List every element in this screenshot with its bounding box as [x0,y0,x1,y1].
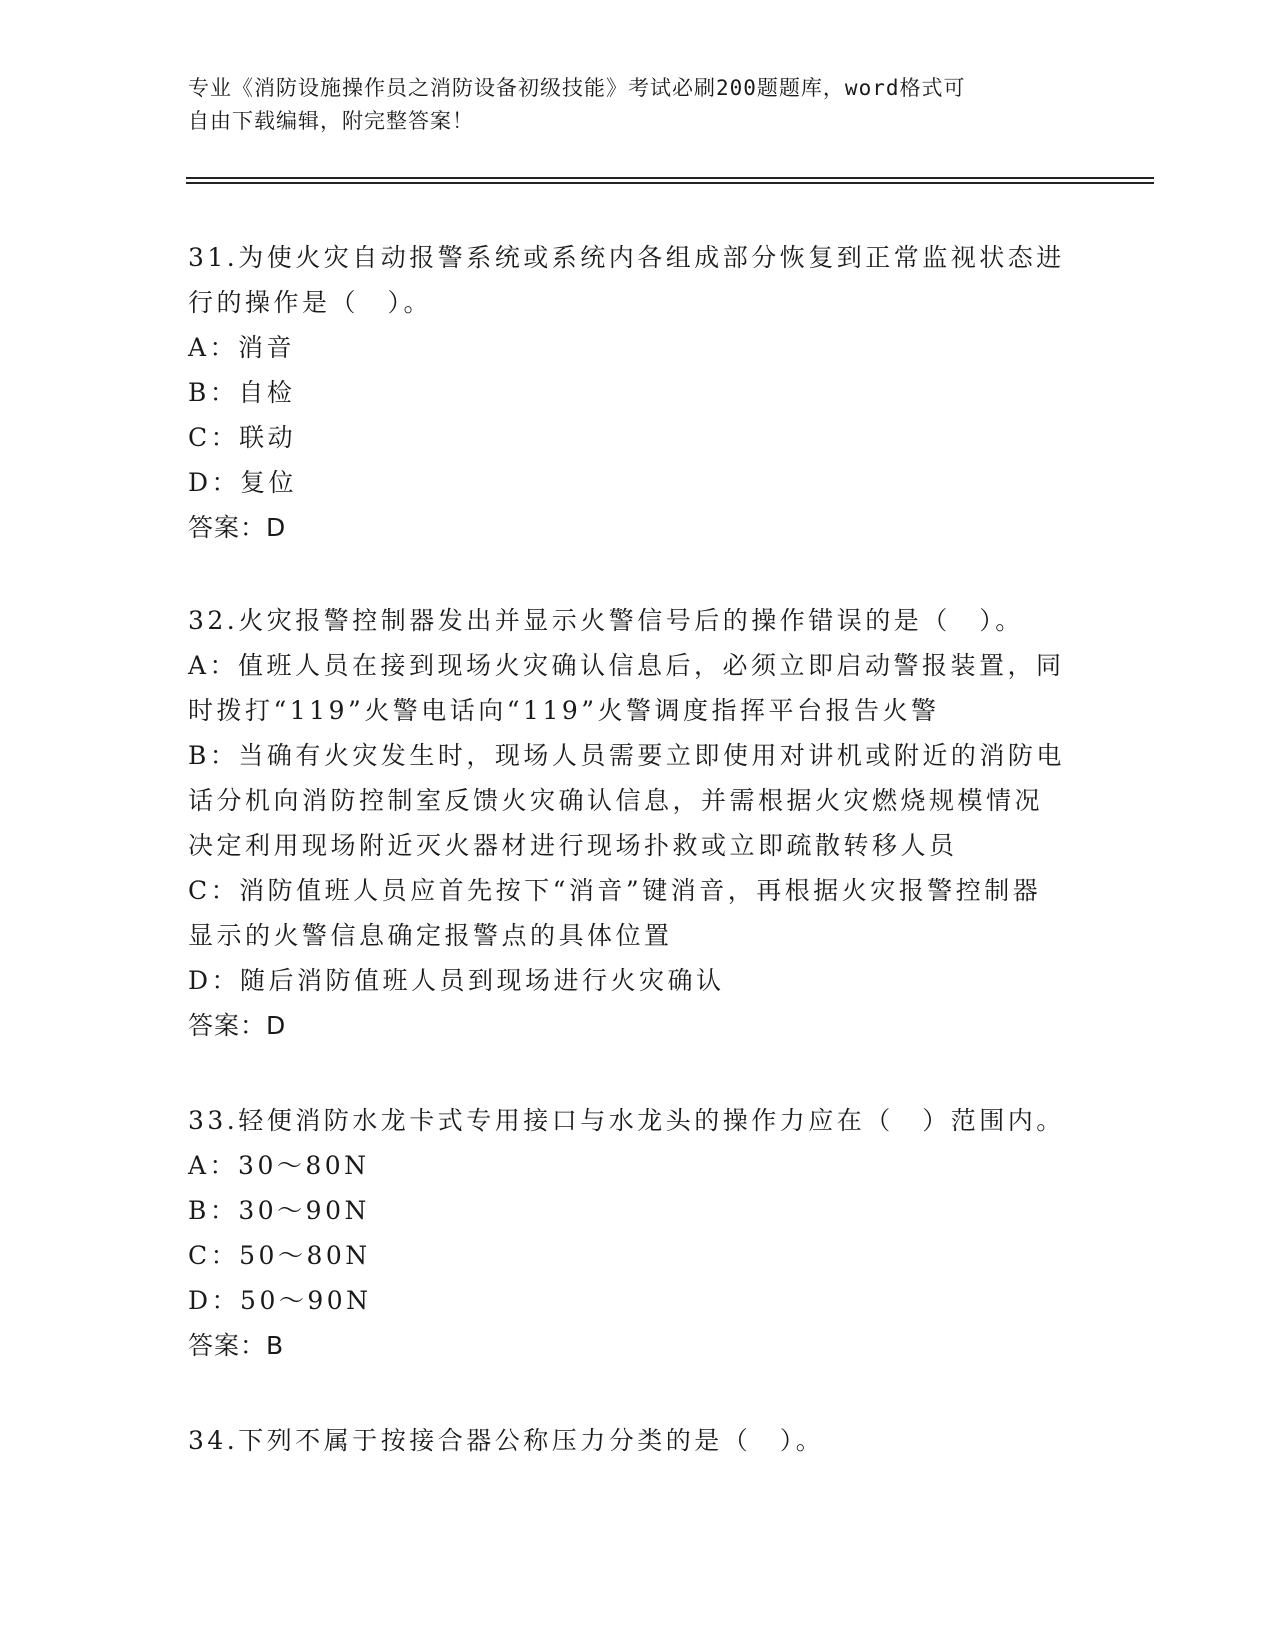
option-b: B：自检 [188,378,296,407]
header-line-1: 专业《消防设施操作员之消防设备初级技能》考试必刷200题题库，word格式可 [188,76,966,100]
answer-label: 答案：B [188,1331,285,1360]
answer-label: 答案：D [188,513,287,542]
option-b: B：30～90N [188,1196,370,1225]
option-c: C：联动 [188,423,297,452]
question-stem-line: 31.为使火灾自动报警系统或系统内各组成部分恢复到正常监视状态进 [188,243,1065,272]
answer-label: 答案：D [188,1011,287,1040]
question-stem-line: 32.火灾报警控制器发出并显示火警信号后的操作错误的是（ ）。 [188,606,1024,635]
option-c: C：消防值班人员应首先按下“消音”键消音，再根据火灾报警控制器 [188,876,1042,905]
option-a-continued: 时拨打“119”火警电话向“119”火警调度指挥平台报告火警 [188,696,940,725]
question-stem-line: 行的操作是（ ）。 [188,288,433,317]
question-31 [188,235,1088,550]
document-header [188,72,1068,138]
option-d: D：50～90N [188,1286,372,1315]
option-a: A：值班人员在接到现场火灾确认信息后，必须立即启动警报装置，同 [188,651,1065,680]
option-d: D：复位 [188,468,298,497]
option-b-continued: 话分机向消防控制室反馈火灾确认信息，并需根据火灾燃烧规模情况 [188,786,1044,815]
option-c-continued: 显示的火警信息确定报警点的具体位置 [188,921,673,950]
option-b: B：当确有火灾发生时，现场人员需要立即使用对讲机或附近的消防电 [188,741,1065,770]
option-a: A：30～80N [188,1151,370,1180]
option-a: A：消音 [188,333,296,362]
question-34 [188,1418,1088,1463]
option-c: C：50～80N [188,1241,371,1270]
header-divider-bottom [186,182,1154,184]
option-b-continued: 决定利用现场附近灭火器材进行现场扑救或立即疏散转移人员 [188,831,958,860]
question-32 [188,598,1088,1048]
option-d: D：随后消防值班人员到现场进行火灾确认 [188,966,725,995]
header-divider-top [186,177,1154,179]
question-stem-line: 34.下列不属于按接合器公称压力分类的是（ ）。 [188,1426,825,1455]
question-stem-line: 33.轻便消防水龙卡式专用接口与水龙头的操作力应在（ ）范围内。 [188,1106,1065,1135]
question-33 [188,1098,1088,1368]
header-line-2: 自由下载编辑，附完整答案！ [188,109,474,133]
